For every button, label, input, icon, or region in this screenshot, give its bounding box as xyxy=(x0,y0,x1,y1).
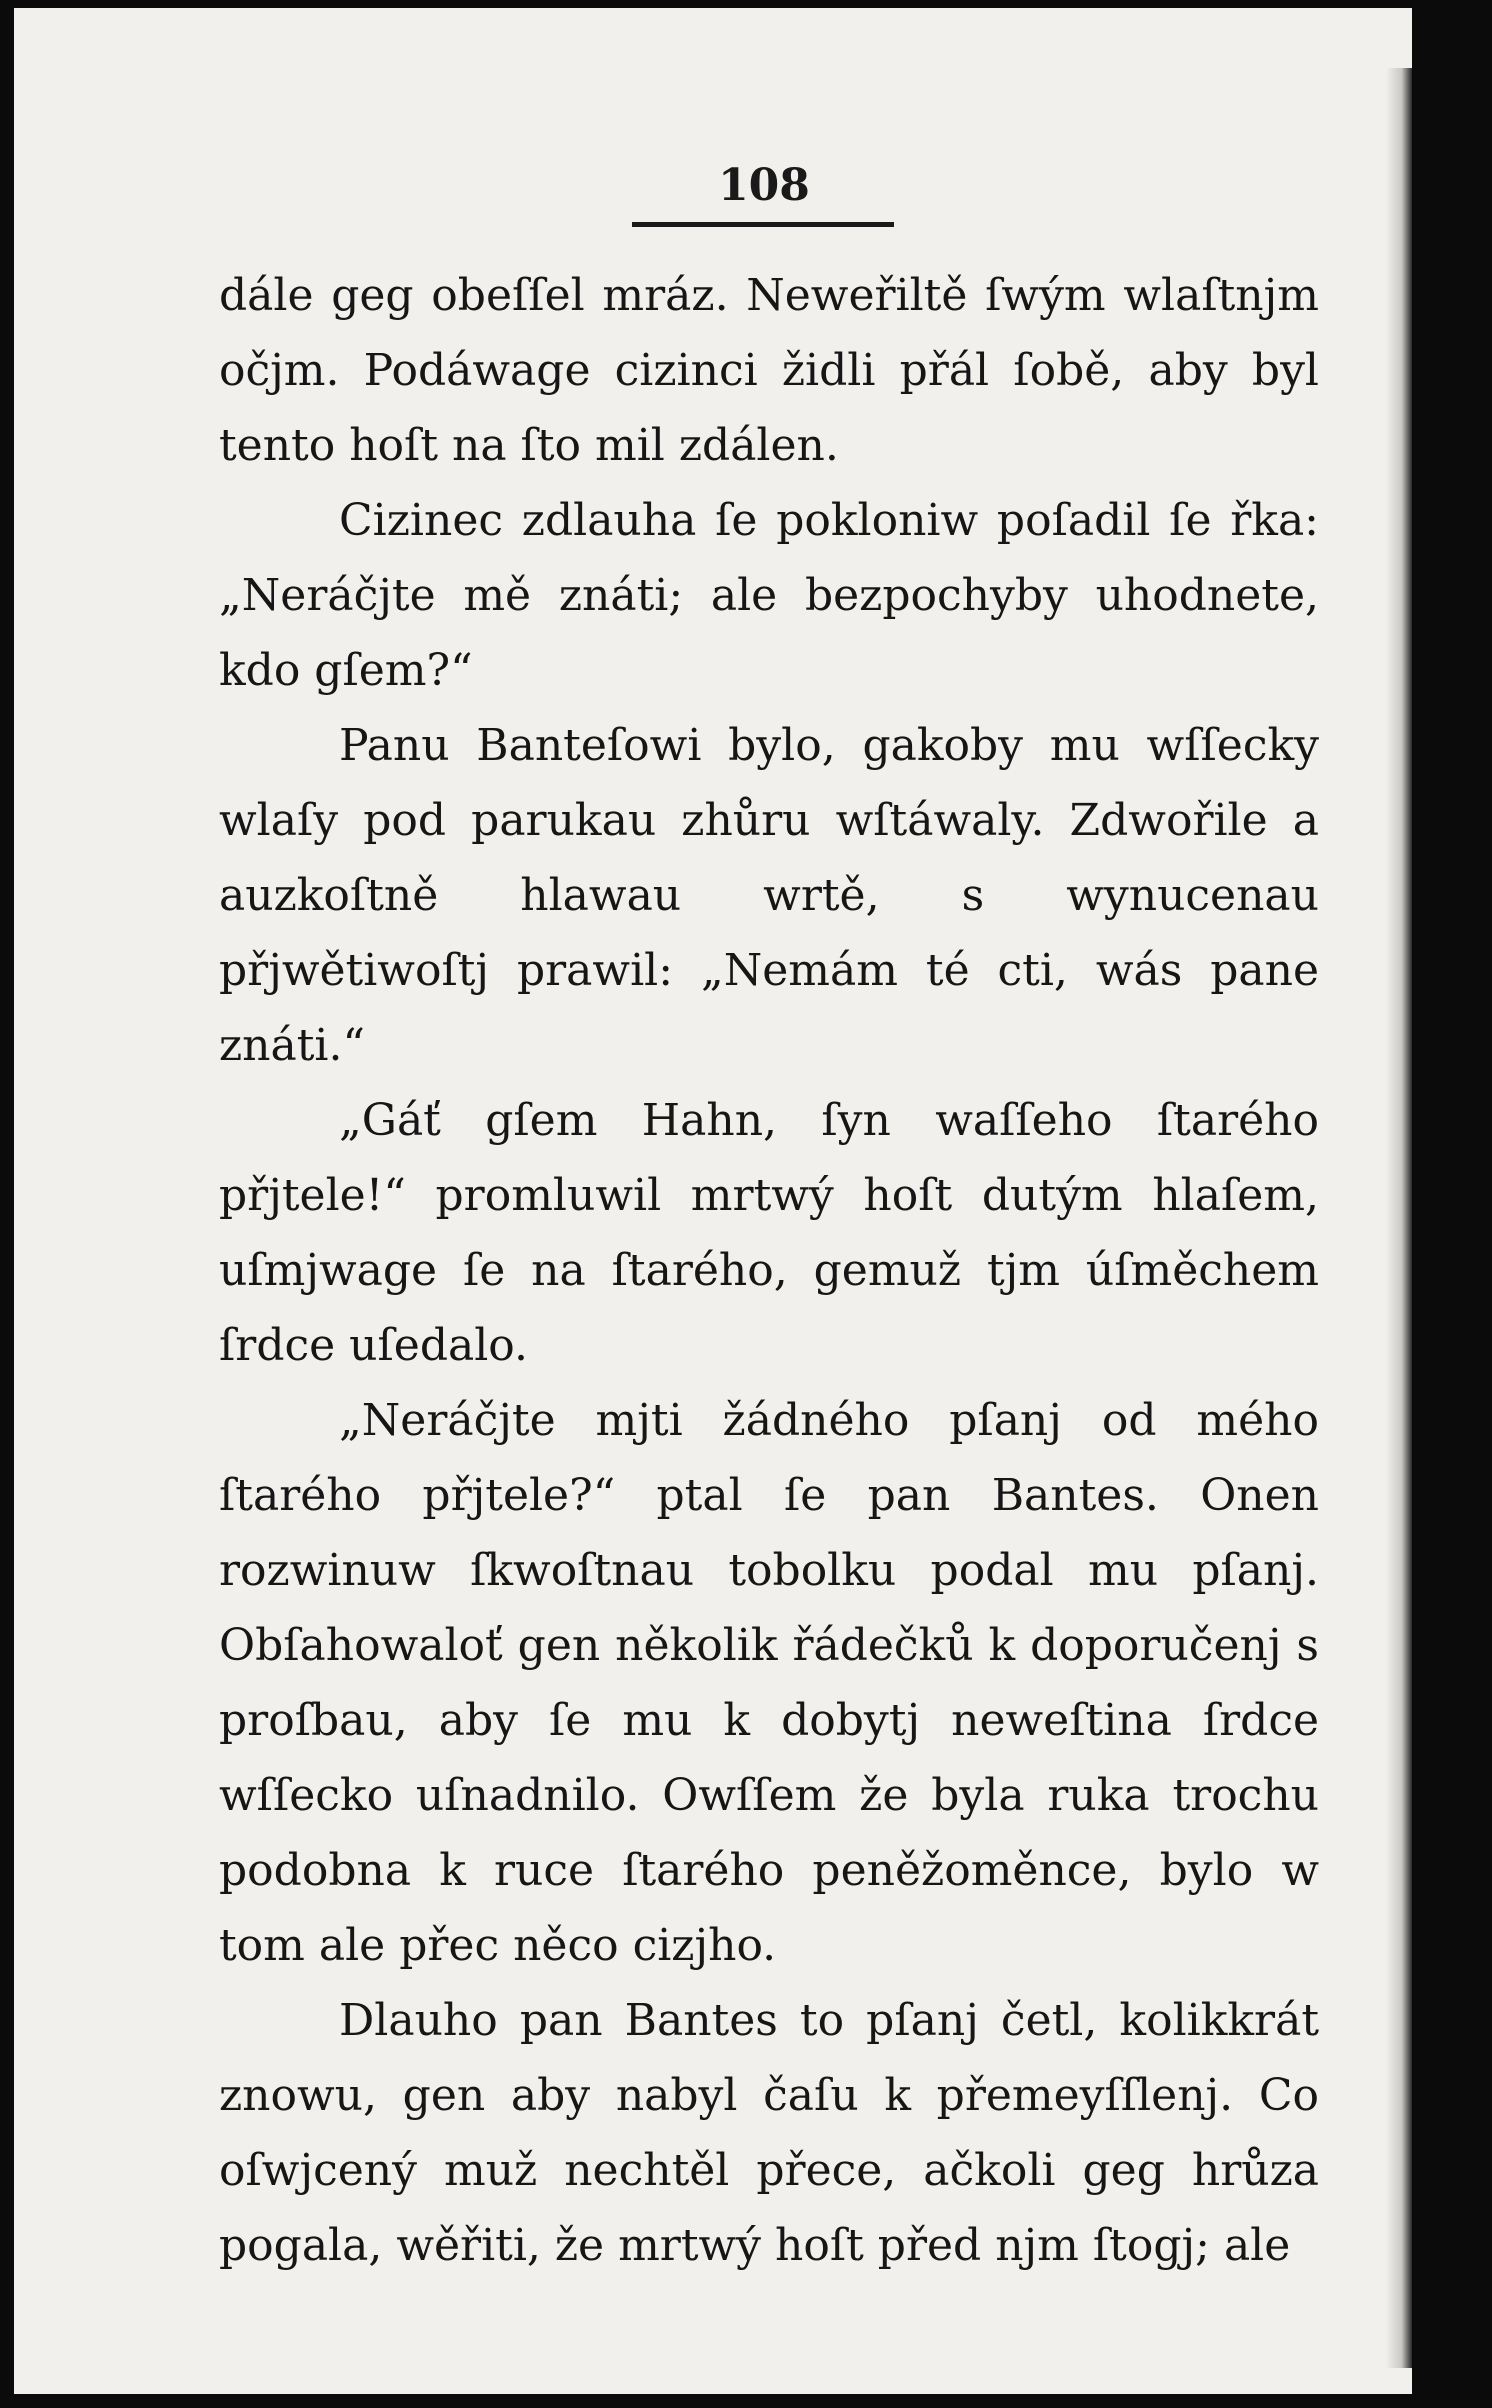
header-rule xyxy=(632,222,894,227)
paragraph: Dlauho pan Bantes to pſanj četl, kolikkrát znowu, gen aby nabyl čaſu k přemeyſſlenj. Co oſwjcený muž nechtěl přece, ačkoli geg hrůza pogala, wěřiti, že mrtwý hoſt před njm ſtogj; ale xyxy=(219,1995,1319,2271)
page-edge-shadow xyxy=(1386,68,1412,2368)
paragraph: Cizinec zdlauha ſe pokloniw poſadil ſe řka: „Neráčjte mě znáti; ale bezpochyby uhodnete, kdo gſem?“ xyxy=(219,495,1319,696)
body-text xyxy=(219,258,1319,2283)
paragraph: „Neráčjte mjti žádného pſanj od mého ſtarého přjtele?“ ptal ſe pan Bantes. Onen rozwinuw ſkwoſtnau tobolku podal mu pſanj. Obſahowaloť gen několik řádečků k doporučenj s proſbau, aby ſe mu k dobytj neweſtina ſrdce wſſecko uſnadnilo. Owſſem že byla ruka trochu podobna k ruce ſtarého peněžoměnce, bylo w tom ale přec něco cizjho. xyxy=(219,1395,1319,1971)
page-number: 108 xyxy=(718,160,810,211)
book-page xyxy=(14,8,1412,2394)
paragraph: dále geg obeſſel mráz. Neweřiltě ſwým wlaſtnjm očjm. Podáwage cizinci židli přál ſobě, aby byl tento hoſt na ſto mil zdálen. xyxy=(219,270,1319,471)
paragraph: Panu Banteſowi bylo, gakoby mu wſſecky wlaſy pod parukau zhůru wſtáwaly. Zdwořile a auzkoſtně hlawau wrtě, s wynucenau přjwětiwoſtj prawil: „Nemám té cti, wás pane znáti.“ xyxy=(219,720,1319,1071)
paragraph: „Gáť gſem Hahn, ſyn waſſeho ſtarého přjtele!“ promluwil mrtwý hoſt dutým hlaſem, uſmjwage ſe na ſtarého, gemuž tjm úſměchem ſrdce uſedalo. xyxy=(219,1095,1319,1371)
